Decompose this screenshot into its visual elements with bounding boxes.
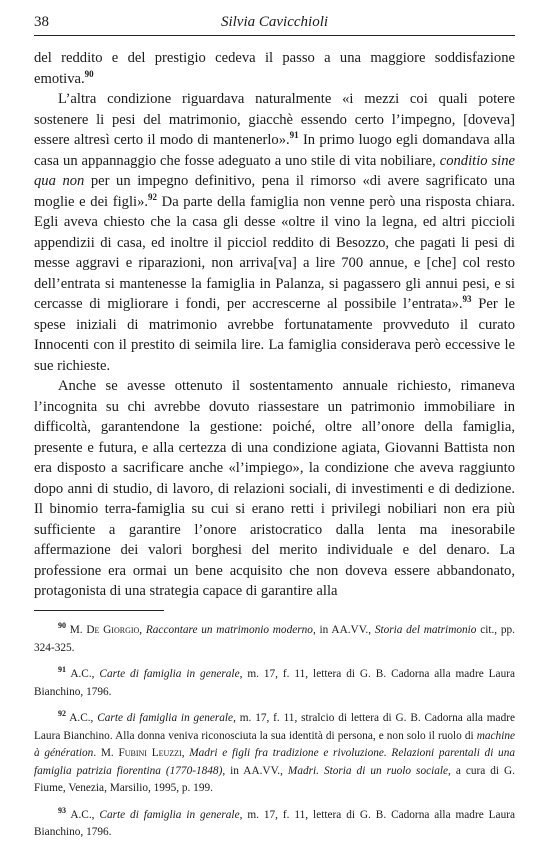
footnote-title-2: Madri e figli fra tradizione e rivoluzione. Relazioni parentali di una famiglia patrizia fiorentina (1770-1848) [34,747,516,777]
footnotes [34,622,515,851]
footnote-ref-93[interactable]: 93 [462,294,472,305]
footnote-number: 92 [58,709,66,719]
paragraph-1 [34,48,515,89]
footnote-number: 90 [58,621,66,631]
paragraph-2-text-c: per un impegno definitivo, pena il rimorso «di avere sagrificato una moglie e dei figli». [34,173,515,210]
footnote-ref-91[interactable]: 91 [289,130,299,141]
paragraph-1-text: del reddito e del prestigio cedeva il passo a una maggiore soddisfazione emotiva. [34,50,515,87]
body-text [34,48,515,602]
footnote-title-3: Madri. Storia di un ruolo sociale [287,764,449,777]
paragraph-2-text-d: Da parte della famiglia non venne però una risposta chiara. Egli aveva chiesto che la casa gli desse «oltre il vino la legna, ed altri piccioli appendizii di casa, ed inoltre il picciol reddito di Besozzo, che pagati li pesi di messe aggravi e riparazioni, non arriva[va] a lire 700 annue, e [che] col resto dell’entrata si mantenesse la famiglia in Palanza, si pagassero gli annui pesi, e si cercasse di migliorare i fondi, per accrescerne al possibile l’entrata». [34,193,515,312]
footnote-ref-92[interactable]: 92 [148,191,158,202]
paragraph-2-text-a: L’altra condizione riguardava naturalmente «i mezzi coi quali potere sostenere li pesi del matrimonio, giacchè essendo certo l’impegno, [doveva] essere altresì certo il modo di mantenerlo». [34,91,515,148]
footnote-93 [34,807,515,842]
footnote-90 [34,622,515,657]
latin-phrase: conditio sine qua non [34,152,515,189]
footnote-text: , m. 17, f. 11, lettera di G. B. Cadorna alla madre Laura Bianchino, 1796. [34,668,515,698]
footnote-title: Carte di famiglia in generale [99,808,240,821]
paragraph-3 [34,376,515,602]
footnote-work: Storia del matrimonio [374,624,477,636]
paragraph-2-text-e: Per le spese iniziali di matrimonio avrebbe fortunatamente provveduto il curato Innocenti con il prestito di seimila lire. La famiglia considerava però eccessive le sue richieste. [34,296,515,374]
paragraph-3-text: Anche se avesse ottenuto il sostentamento annuale richiesto, rimaneva l’incognita su chi avrebbe dovuto riassestare un patrimonio immobiliare in difficoltà, garantendone la gestione: poiché, oltre all’onore della famiglia, presente e futura, e alla certezza di una condizione agiata, Giovanni Battista non era disposto a sacrificare anche «l’impiego», la condizione che aveva raggiunto dopo anni di studio, di lavoro, di relazioni sociali, di investimenti e di dedizione. Il binomio terra-famiglia su cui si erano retti i privilegi nobiliari non era più sufficiente a garantire l’onore aristocratico dalla lenta ma inesorabile affermazione dei valori borghesi del merito individuale e del denaro. La professione era ormai un bene acquisito che non doveva essere abbandonato, protagonista di una strategia capace di garantire alla [34,378,515,599]
footnote-text: , m. 17, f. 11, stralcio di lettera di G. B. Cadorna alla madre Laura Bianchino. Alla donna veniva riconosciuta la sua identità di persona, e non solo il ruolo di [34,712,515,742]
header-rule [34,35,515,36]
footnote-number: 91 [58,665,66,675]
footnote-number: 93 [58,805,66,815]
footnote-92 [34,710,515,798]
page-number: 38 [34,14,49,30]
footnote-archive: A.C., [70,668,100,680]
footnote-title: Raccontare un matrimonio moderno [145,624,313,636]
footnote-french-phrase: machine à génération [34,729,515,759]
running-title: Silvia Cavicchioli [220,14,329,30]
footnote-text: cit., pp. 324-325. [34,624,515,654]
footnote-author: M. De Giorgio, [69,624,146,636]
footnote-archive: A.C., [70,808,100,821]
footnote-text: , in AA.VV., [222,764,288,777]
paragraph-2-text-b: In primo luogo egli domandava alla casa un appannaggio che fosse adeguato a uno stile di vita nobiliare, [34,132,515,169]
footnote-text: , in AA.VV., [312,624,375,636]
footnote-title: Carte di famiglia in generale [99,668,240,680]
footnotes-rule [34,610,164,611]
footnote-author: . M. Fubini Leuzzi, [93,747,190,759]
footnote-ref-90[interactable]: 90 [84,68,94,79]
footnote-text: , a cura di G. Fiume, Venezia, Marsilio, 1995, p. 199. [34,764,515,794]
footnote-text: , m. 17, f. 11, lettera di G. B. Cadorna alla madre Laura Bianchino, 1796. [34,808,515,838]
footnote-title: Carte di famiglia in generale [97,712,234,724]
footnote-archive: A.C., [69,712,98,724]
paragraph-2 [34,89,515,376]
footnote-91 [34,666,515,701]
page-header [34,12,515,36]
